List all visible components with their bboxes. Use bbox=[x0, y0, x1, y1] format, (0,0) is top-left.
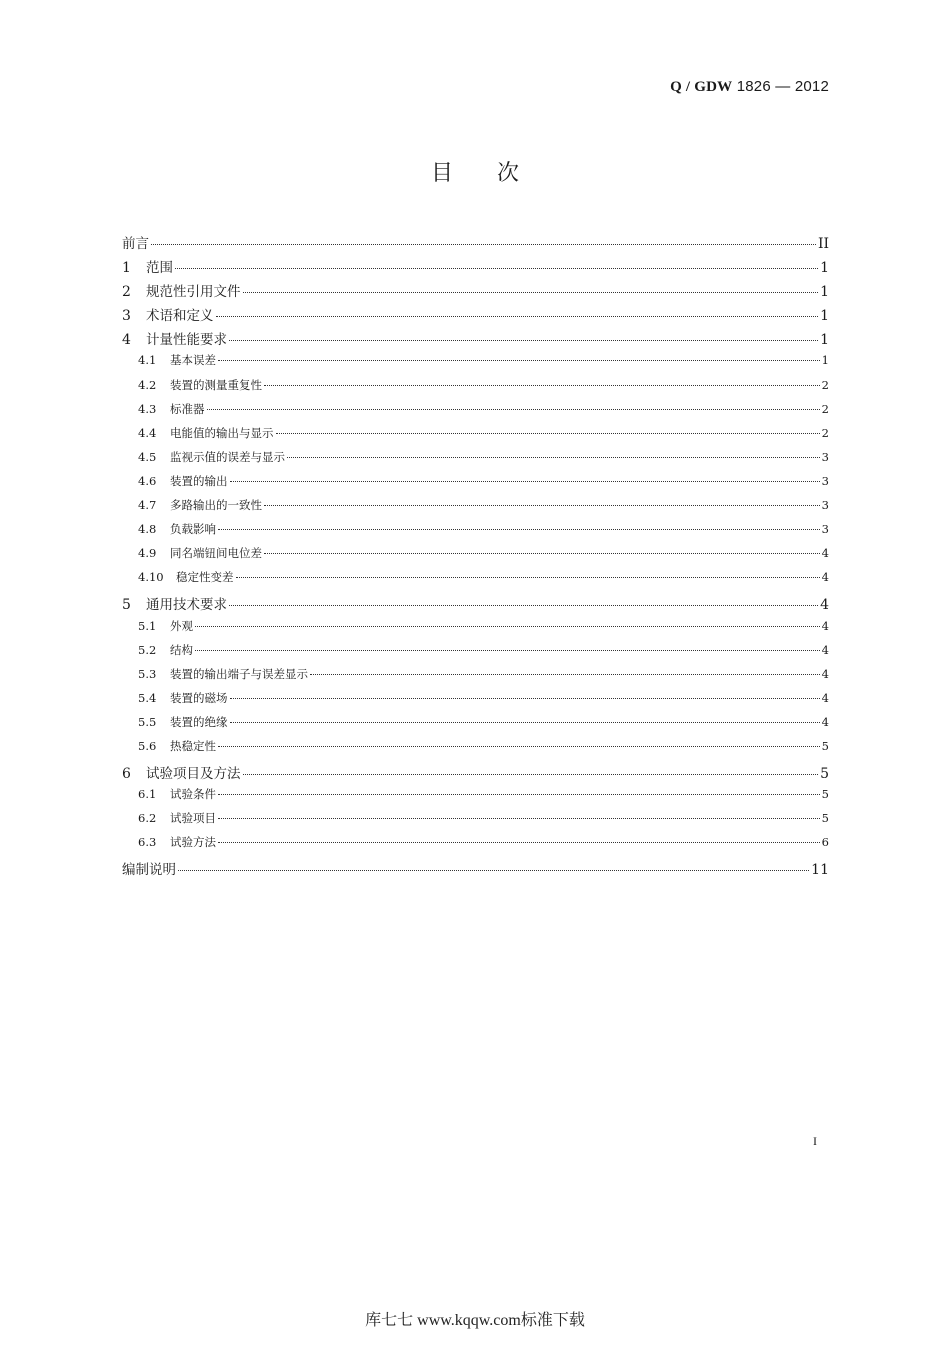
toc-entry-number: 5.1 bbox=[138, 618, 157, 633]
toc-entry[interactable] bbox=[122, 714, 829, 738]
toc-entry-page: 4 bbox=[821, 714, 829, 729]
toc-entry[interactable] bbox=[122, 786, 829, 810]
toc-dot-leader bbox=[218, 529, 820, 530]
toc-entry-label: 装置的输出 bbox=[170, 473, 228, 488]
toc-entry[interactable] bbox=[122, 232, 829, 256]
toc-entry[interactable] bbox=[122, 328, 829, 352]
toc-entry[interactable] bbox=[122, 690, 829, 714]
toc-dot-leader bbox=[195, 626, 820, 627]
toc-dot-leader bbox=[243, 774, 819, 775]
toc-entry-label: 标准器 bbox=[170, 401, 205, 416]
toc-entry-page: 1 bbox=[820, 284, 829, 301]
toc-dot-leader bbox=[207, 409, 820, 410]
toc-dot-leader bbox=[229, 340, 818, 341]
toc-entry-page: 4 bbox=[821, 666, 829, 681]
document-code-number: 1826 — 2012 bbox=[736, 78, 829, 95]
toc-entry-number: 4.10 bbox=[138, 570, 164, 585]
toc-entry[interactable] bbox=[122, 280, 829, 304]
toc-entry-number: 5 bbox=[122, 597, 131, 614]
toc-entry-label: 术语和定义 bbox=[146, 308, 214, 325]
toc-entry[interactable] bbox=[122, 858, 829, 882]
toc-entry-label: 结构 bbox=[170, 642, 193, 657]
toc-entry-number: 6.3 bbox=[138, 835, 157, 850]
toc-entry-number: 2 bbox=[122, 284, 131, 301]
toc-entry-label: 监视示值的误差与显示 bbox=[170, 449, 285, 464]
toc-dot-leader bbox=[229, 605, 818, 606]
toc-entry-number: 4.3 bbox=[138, 401, 157, 416]
toc-entry-page: 4 bbox=[821, 618, 829, 633]
toc-entry-page: 4 bbox=[821, 546, 829, 561]
toc-entry-label: 负载影响 bbox=[170, 522, 216, 537]
toc-entry-number: 6.1 bbox=[138, 787, 157, 802]
toc-entry-number: 5.3 bbox=[138, 666, 157, 681]
toc-entry-page: 4 bbox=[820, 597, 829, 614]
toc-entry[interactable] bbox=[122, 352, 829, 376]
toc-entry-page: 1 bbox=[820, 260, 829, 277]
page-title: 目次 bbox=[430, 161, 563, 186]
toc-entry-page: 2 bbox=[821, 377, 829, 392]
toc-dot-leader bbox=[230, 481, 820, 482]
toc-entry-page: 5 bbox=[821, 811, 829, 826]
toc-dot-leader bbox=[276, 433, 820, 434]
toc-dot-leader bbox=[151, 244, 816, 245]
toc-entry-page: 5 bbox=[820, 766, 829, 783]
toc-dot-leader bbox=[195, 650, 820, 651]
toc-entry-label: 计量性能要求 bbox=[146, 332, 227, 349]
toc-entry-label: 装置的输出端子与误差显示 bbox=[170, 666, 308, 681]
toc-entry[interactable] bbox=[122, 256, 829, 280]
toc-entry[interactable] bbox=[122, 593, 829, 617]
toc-entry-number: 6 bbox=[122, 766, 131, 783]
toc-entry-page: 2 bbox=[821, 401, 829, 416]
toc-entry-label: 通用技术要求 bbox=[146, 597, 227, 614]
toc-dot-leader bbox=[178, 870, 809, 871]
toc-entry[interactable] bbox=[122, 401, 829, 425]
toc-entry[interactable] bbox=[122, 473, 829, 497]
toc-entry-page: 3 bbox=[821, 473, 829, 488]
toc-entry-label: 范围 bbox=[146, 260, 173, 277]
toc-entry-number: 4.9 bbox=[138, 546, 157, 561]
toc-dot-leader bbox=[216, 316, 819, 317]
toc-dot-leader bbox=[218, 818, 820, 819]
toc-entry-number: 4.1 bbox=[138, 353, 157, 368]
toc-entry-label: 试验项目及方法 bbox=[146, 766, 241, 783]
toc-dot-leader bbox=[243, 292, 819, 293]
toc-entry-label: 电能值的输出与显示 bbox=[170, 425, 274, 440]
toc-entry[interactable] bbox=[122, 304, 829, 328]
toc-entry-label: 同名端钮间电位差 bbox=[170, 546, 262, 561]
toc-entry-number: 4.6 bbox=[138, 473, 157, 488]
toc-entry-number: 5.4 bbox=[138, 690, 157, 705]
toc-dot-leader bbox=[236, 577, 820, 578]
toc-entry-page: 3 bbox=[821, 449, 829, 464]
toc-entry-page: 3 bbox=[821, 498, 829, 513]
toc-entry-number: 5.6 bbox=[138, 738, 157, 753]
toc-entry-page: 1 bbox=[821, 353, 829, 368]
toc-entry-number: 5.5 bbox=[138, 714, 157, 729]
toc-entry[interactable] bbox=[122, 377, 829, 401]
toc-entry[interactable] bbox=[122, 642, 829, 666]
page-number: I bbox=[813, 1134, 817, 1148]
toc-entry[interactable] bbox=[122, 834, 829, 858]
toc-entry-label: 热稳定性 bbox=[170, 738, 216, 753]
toc-entry[interactable] bbox=[122, 521, 829, 545]
toc-entry-number: 5.2 bbox=[138, 642, 157, 657]
toc-dot-leader bbox=[264, 553, 820, 554]
toc-entry-page: 3 bbox=[821, 522, 829, 537]
toc-entry-label: 试验方法 bbox=[170, 835, 216, 850]
toc-entry-page: 5 bbox=[821, 787, 829, 802]
toc-dot-leader bbox=[175, 268, 818, 269]
toc-entry-number: 4 bbox=[122, 332, 131, 349]
toc-entry-label: 多路输出的一致性 bbox=[170, 498, 262, 513]
toc-entry-label: 前言 bbox=[122, 236, 149, 252]
toc-dot-leader bbox=[310, 674, 820, 675]
toc-entry[interactable] bbox=[122, 666, 829, 690]
toc-entry-label: 稳定性变差 bbox=[176, 570, 234, 585]
toc-entry-label: 编制说明 bbox=[122, 862, 176, 879]
toc-entry[interactable] bbox=[122, 449, 829, 473]
toc-entry-page: 6 bbox=[821, 835, 829, 850]
toc-dot-leader bbox=[287, 457, 820, 458]
toc-entry-number: 4.4 bbox=[138, 425, 157, 440]
toc-entry-label: 试验项目 bbox=[170, 811, 216, 826]
toc-entry[interactable] bbox=[122, 569, 829, 593]
toc-entry-label: 外观 bbox=[170, 618, 193, 633]
toc-entry-page: 1 bbox=[820, 332, 829, 349]
toc-dot-leader bbox=[230, 698, 820, 699]
document-code bbox=[670, 78, 829, 96]
toc-entry-label: 装置的测量重复性 bbox=[170, 377, 262, 392]
footer-watermark: 库七七 www.kqqw.com标准下载 bbox=[365, 1312, 585, 1329]
toc-entry-page: 1 bbox=[820, 308, 829, 325]
toc-entry-label: 规范性引用文件 bbox=[146, 284, 241, 301]
toc-entry[interactable] bbox=[122, 425, 829, 449]
toc-entry-page: 4 bbox=[821, 642, 829, 657]
document-code-prefix: Q / GDW bbox=[670, 79, 733, 95]
toc-entry-page: 2 bbox=[821, 425, 829, 440]
toc-entry[interactable] bbox=[122, 810, 829, 834]
toc-dot-leader bbox=[230, 722, 820, 723]
toc-entry-label: 装置的绝缘 bbox=[170, 714, 228, 729]
toc-entry-number: 3 bbox=[122, 308, 131, 325]
toc-entry-label: 装置的磁场 bbox=[170, 690, 228, 705]
toc-entry-label: 基本误差 bbox=[170, 353, 216, 368]
toc-entry-label: 试验条件 bbox=[170, 787, 216, 802]
toc-entry-number: 4.7 bbox=[138, 498, 157, 513]
toc-dot-leader bbox=[218, 842, 820, 843]
toc-entry-page: 5 bbox=[821, 738, 829, 753]
toc-entry-page: II bbox=[817, 236, 829, 252]
toc-entry[interactable] bbox=[122, 545, 829, 569]
toc-dot-leader bbox=[264, 505, 820, 506]
toc-entry-number: 4.2 bbox=[138, 377, 157, 392]
toc-entry-number: 4.5 bbox=[138, 449, 157, 464]
toc-dot-leader bbox=[218, 360, 820, 361]
toc-entry-number: 1 bbox=[122, 260, 131, 277]
toc-entry-number: 4.8 bbox=[138, 522, 157, 537]
table-of-contents bbox=[122, 232, 829, 883]
toc-entry[interactable] bbox=[122, 762, 829, 786]
toc-entry[interactable] bbox=[122, 738, 829, 762]
toc-entry-page: 4 bbox=[821, 690, 829, 705]
toc-entry-page: 4 bbox=[821, 570, 829, 585]
toc-dot-leader bbox=[264, 385, 820, 386]
toc-entry-page: 11 bbox=[811, 862, 829, 879]
toc-entry-number: 6.2 bbox=[138, 811, 157, 826]
toc-entry[interactable] bbox=[122, 618, 829, 642]
toc-entry[interactable] bbox=[122, 497, 829, 521]
toc-dot-leader bbox=[218, 794, 820, 795]
toc-dot-leader bbox=[218, 746, 820, 747]
